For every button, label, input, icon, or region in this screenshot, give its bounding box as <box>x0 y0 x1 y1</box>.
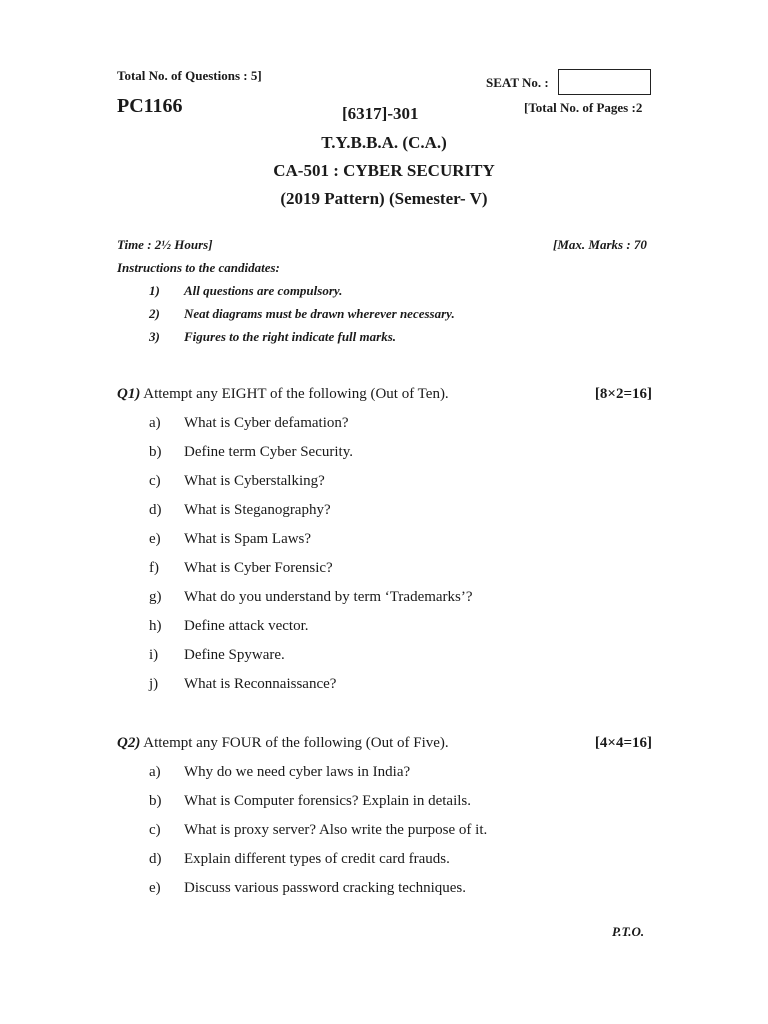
q1-marks: [8×2=16] <box>594 386 652 402</box>
list-item <box>149 851 649 880</box>
item-label: b) <box>149 793 162 809</box>
pto-label: P.T.O. <box>612 924 645 939</box>
instruction-number: 3) <box>149 329 160 344</box>
item-label: g) <box>149 589 162 605</box>
seat-label: SEAT No. : <box>486 75 549 90</box>
item-text: What is Cyberstalking? <box>184 473 325 489</box>
time-allowed: Time : 2½ Hours] <box>117 237 213 252</box>
subject-title: CA-501 : CYBER SECURITY <box>273 161 495 180</box>
seat-number-box[interactable] <box>558 69 651 95</box>
list-item <box>149 444 649 473</box>
item-text: What is Spam Laws? <box>184 531 312 547</box>
list-item <box>149 676 649 705</box>
item-label: d) <box>149 502 162 518</box>
item-text: What do you understand by term ‘Trademarks’? <box>184 589 473 605</box>
item-text: Define attack vector. <box>184 618 309 634</box>
item-label: c) <box>149 822 161 838</box>
item-label: j) <box>149 676 159 692</box>
q1-items <box>149 415 649 705</box>
max-marks: [Max. Marks : 70 <box>553 237 647 252</box>
list-item <box>149 415 649 444</box>
item-text: Discuss various password cracking techniques. <box>184 880 467 896</box>
item-text: What is proxy server? Also write the purpose of it. <box>184 822 488 838</box>
item-label: d) <box>149 851 162 867</box>
q1-heading <box>117 386 652 403</box>
q2-heading <box>117 735 652 752</box>
item-text: Why do we need cyber laws in India? <box>184 764 411 780</box>
instructions-heading: Instructions to the candidates: <box>117 260 280 275</box>
item-label: c) <box>149 473 161 489</box>
item-label: a) <box>149 415 161 431</box>
item-label: f) <box>149 560 159 576</box>
list-item <box>149 647 649 676</box>
q2-prompt: Attempt any FOUR of the following (Out of Five). <box>143 735 449 751</box>
pattern-title: (2019 Pattern) (Semester- V) <box>280 189 488 208</box>
paper-number: [6317]-301 <box>342 104 419 123</box>
item-label: i) <box>149 647 159 663</box>
instruction-text: Figures to the right indicate full marks. <box>184 329 397 344</box>
item-text: What is Cyber defamation? <box>184 415 349 431</box>
item-text: Explain different types of credit card frauds. <box>184 851 450 867</box>
q1-prompt: Attempt any EIGHT of the following (Out of Ten). <box>143 386 449 402</box>
instruction-number: 1) <box>149 283 160 298</box>
item-label: a) <box>149 764 161 780</box>
item-text: Define Spyware. <box>184 647 285 663</box>
q2-marks: [4×4=16] <box>594 735 652 751</box>
list-item <box>149 531 649 560</box>
item-text: What is Computer forensics? Explain in details. <box>184 793 472 809</box>
list-item <box>149 560 649 589</box>
list-item <box>149 618 649 647</box>
q2-items <box>149 764 649 909</box>
list-item <box>149 822 649 851</box>
item-text: What is Steganography? <box>184 502 331 518</box>
item-text: What is Cyber Forensic? <box>184 560 333 576</box>
list-item <box>149 502 649 531</box>
item-label: e) <box>149 531 161 547</box>
total-pages: [Total No. of Pages :2 <box>524 100 643 115</box>
item-text: What is Reconnaissance? <box>184 676 337 692</box>
q2-number: Q2) <box>117 735 141 751</box>
total-questions: Total No. of Questions : 5] <box>117 68 262 83</box>
item-label: b) <box>149 444 162 460</box>
item-label: e) <box>149 880 161 896</box>
list-item <box>149 793 649 822</box>
instruction-text: All questions are compulsory. <box>184 283 343 298</box>
list-item <box>149 589 649 618</box>
item-text: Define term Cyber Security. <box>184 444 353 460</box>
q1-number: Q1) <box>117 386 141 402</box>
list-item <box>149 473 649 502</box>
paper-code: PC1166 <box>117 95 183 117</box>
list-item <box>149 880 649 909</box>
list-item <box>149 764 649 793</box>
instruction-text: Neat diagrams must be drawn wherever necessary. <box>184 306 455 321</box>
instruction-number: 2) <box>149 306 160 321</box>
item-label: h) <box>149 618 162 634</box>
course-title: T.Y.B.B.A. (C.A.) <box>321 133 447 152</box>
